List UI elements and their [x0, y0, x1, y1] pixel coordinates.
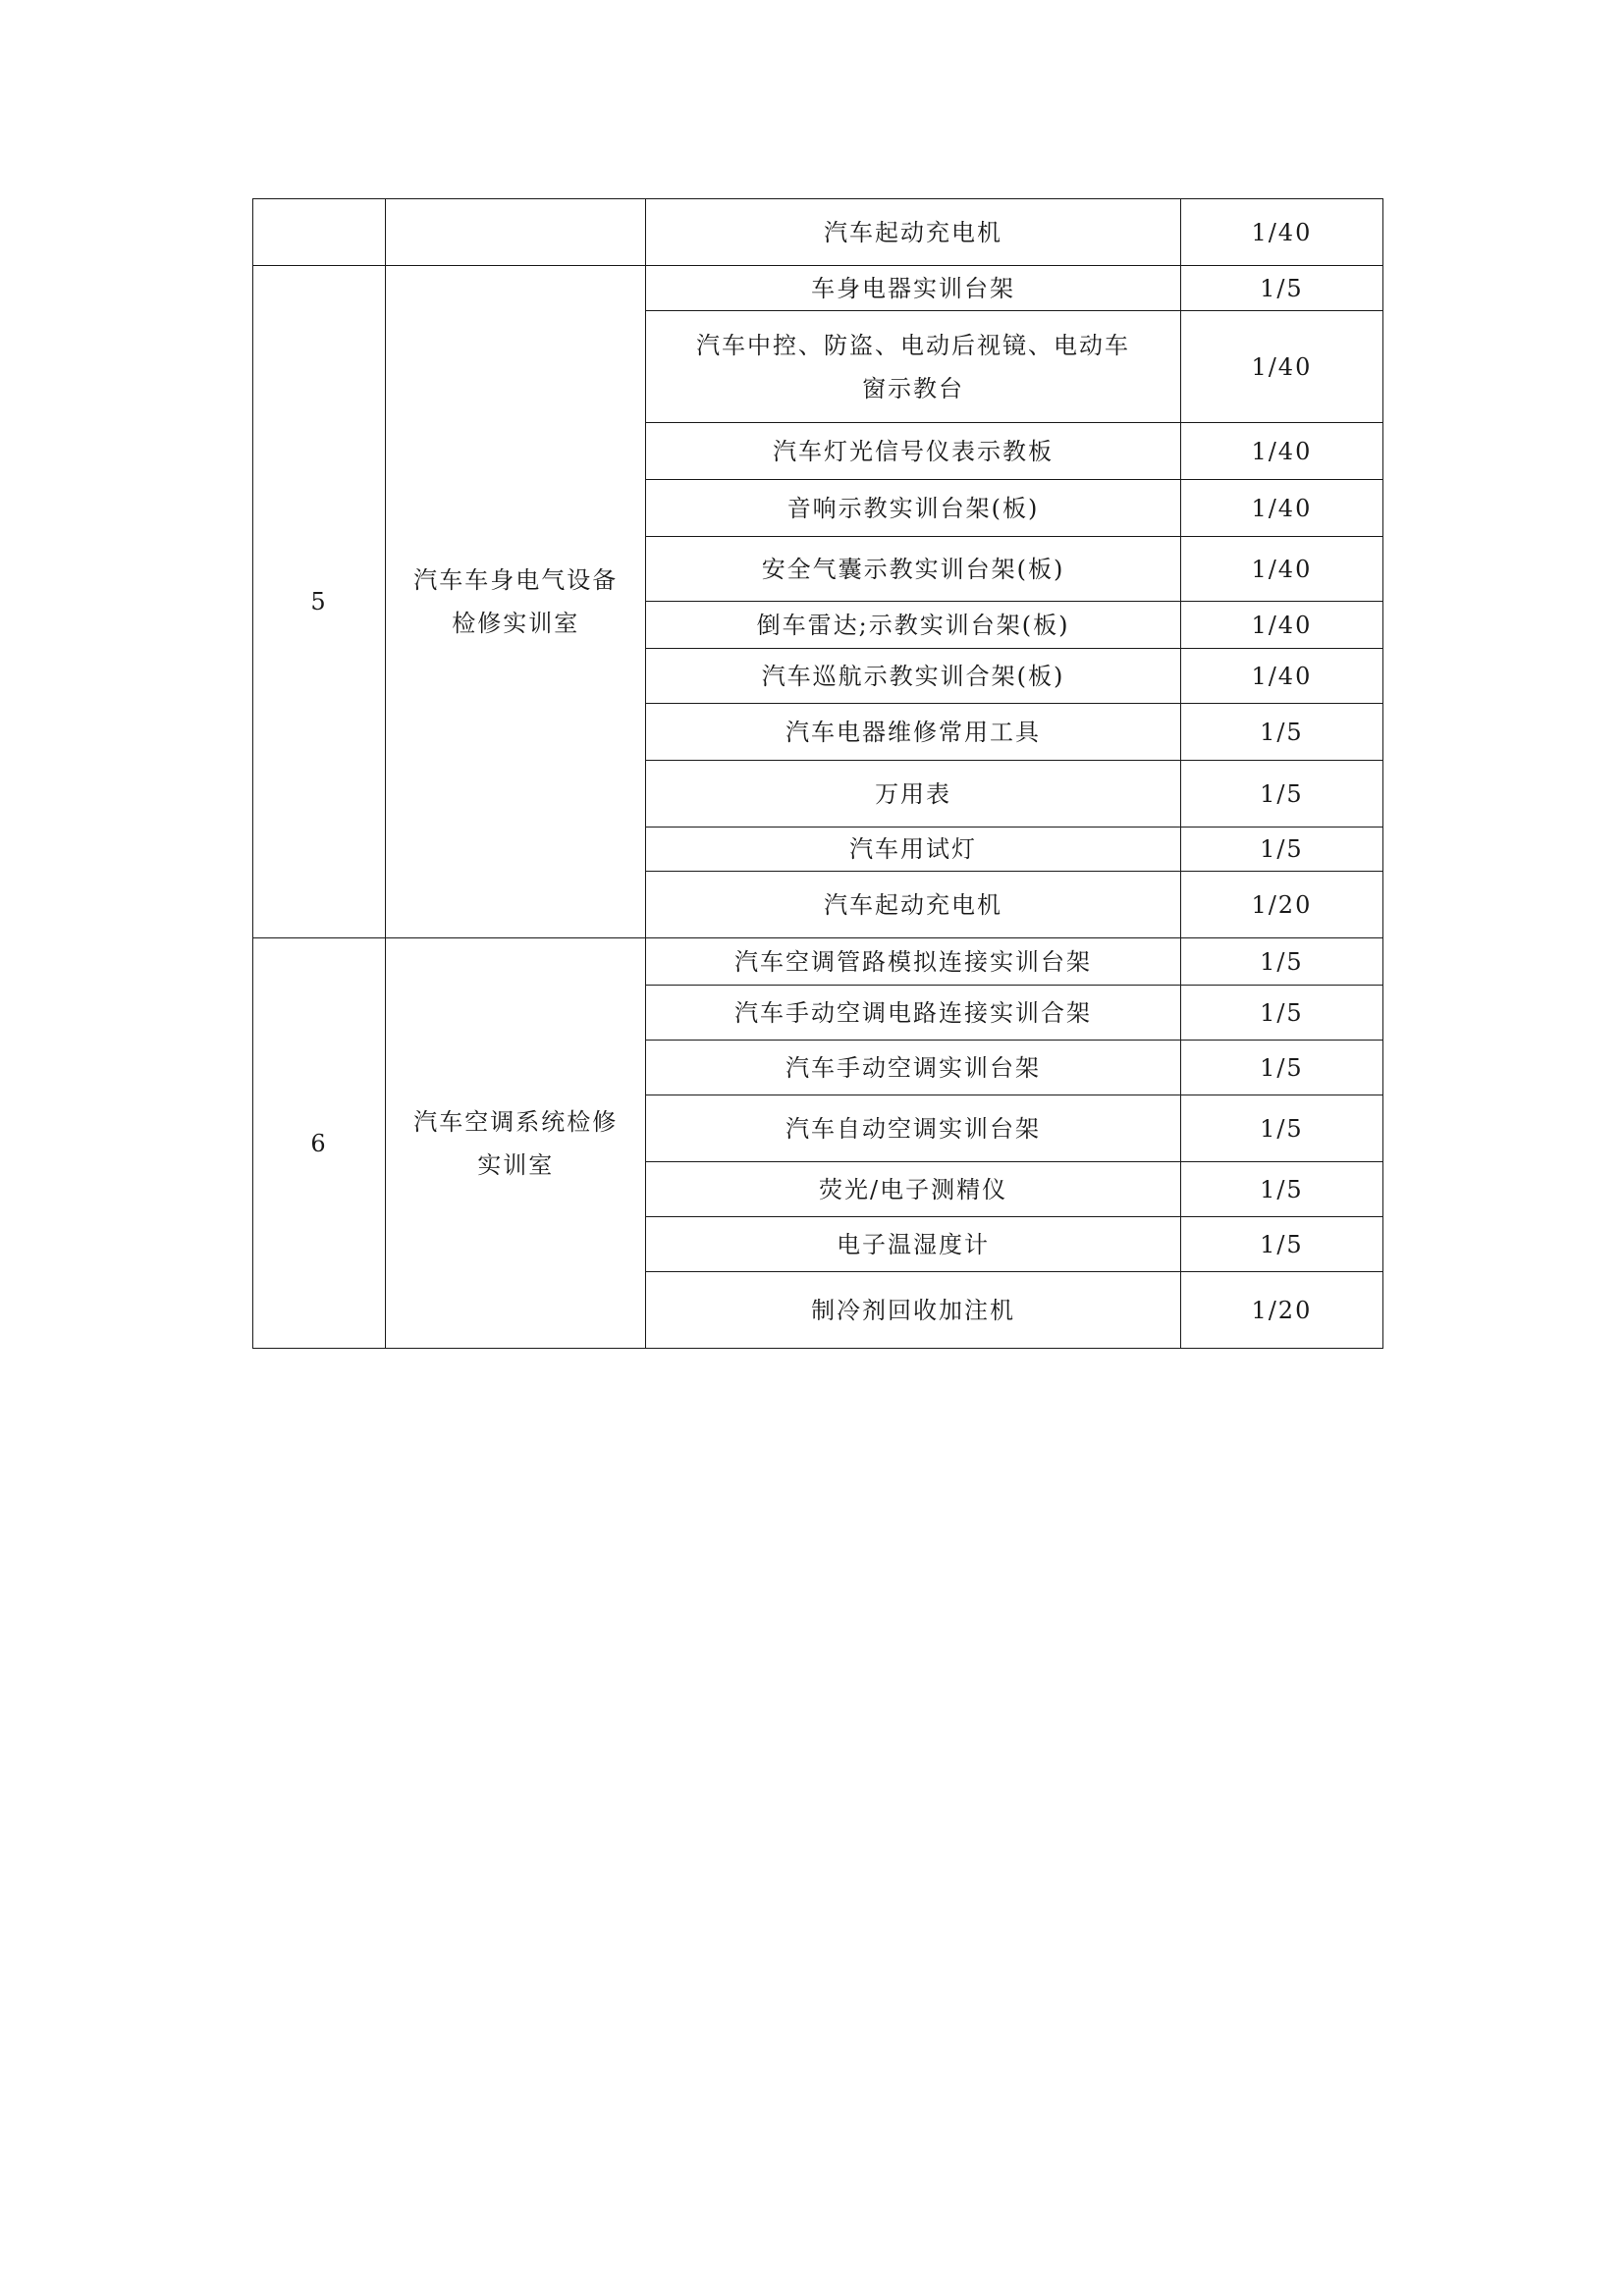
ratio-cell: 1/5 [1180, 828, 1382, 872]
table-row [253, 199, 1383, 266]
room-name-cell: 汽车车身电气设备 检修实训室 [386, 266, 646, 938]
device-name-cell: 汽车起动充电机 [646, 872, 1180, 938]
device-name-cell: 荧光/电子测精仪 [646, 1162, 1180, 1217]
ratio-cell: 1/5 [1180, 761, 1382, 828]
ratio-cell: 1/5 [1180, 1041, 1382, 1095]
ratio-cell: 1/5 [1180, 704, 1382, 761]
device-name-cell: 汽车手动空调电路连接实训合架 [646, 986, 1180, 1041]
ratio-cell: 1/20 [1180, 1272, 1382, 1349]
device-name-cell: 汽车灯光信号仪表示教板 [646, 423, 1180, 480]
device-name-cell: 汽车自动空调实训台架 [646, 1095, 1180, 1162]
table-row [253, 266, 1383, 311]
device-name-cell: 汽车中控、防盗、电动后视镜、电动车 窗示教台 [646, 311, 1180, 423]
ratio-cell: 1/5 [1180, 938, 1382, 986]
ratio-cell: 1/40 [1180, 649, 1382, 704]
ratio-cell: 1/20 [1180, 872, 1382, 938]
section-number-cell: 5 [253, 266, 386, 938]
device-name-cell: 汽车起动充电机 [646, 199, 1180, 266]
ratio-cell: 1/5 [1180, 1162, 1382, 1217]
ratio-cell: 1/5 [1180, 986, 1382, 1041]
ratio-cell: 1/40 [1180, 199, 1382, 266]
device-name-cell: 音响示教实训台架(板) [646, 480, 1180, 537]
ratio-cell: 1/40 [1180, 537, 1382, 602]
section-number-cell [253, 199, 386, 266]
ratio-cell: 1/40 [1180, 423, 1382, 480]
device-name-cell: 安全气囊示教实训台架(板) [646, 537, 1180, 602]
equipment-table-body [253, 199, 1383, 1349]
table-row [253, 938, 1383, 986]
equipment-table [252, 198, 1383, 1349]
room-name-cell: 汽车空调系统检修 实训室 [386, 938, 646, 1349]
ratio-cell: 1/5 [1180, 1095, 1382, 1162]
ratio-cell: 1/5 [1180, 266, 1382, 311]
device-name-cell: 制冷剂回收加注机 [646, 1272, 1180, 1349]
ratio-cell: 1/40 [1180, 311, 1382, 423]
device-name-cell: 汽车巡航示教实训合架(板) [646, 649, 1180, 704]
room-name-cell [386, 199, 646, 266]
device-name-cell: 汽车空调管路模拟连接实训台架 [646, 938, 1180, 986]
device-name-cell: 倒车雷达;示教实训台架(板) [646, 602, 1180, 649]
ratio-cell: 1/40 [1180, 602, 1382, 649]
device-name-cell: 车身电器实训台架 [646, 266, 1180, 311]
device-name-cell: 汽车手动空调实训台架 [646, 1041, 1180, 1095]
section-number-cell: 6 [253, 938, 386, 1349]
ratio-cell: 1/40 [1180, 480, 1382, 537]
device-name-cell: 汽车用试灯 [646, 828, 1180, 872]
device-name-cell: 电子温湿度计 [646, 1217, 1180, 1272]
device-name-cell: 万用表 [646, 761, 1180, 828]
ratio-cell: 1/5 [1180, 1217, 1382, 1272]
device-name-cell: 汽车电器维修常用工具 [646, 704, 1180, 761]
